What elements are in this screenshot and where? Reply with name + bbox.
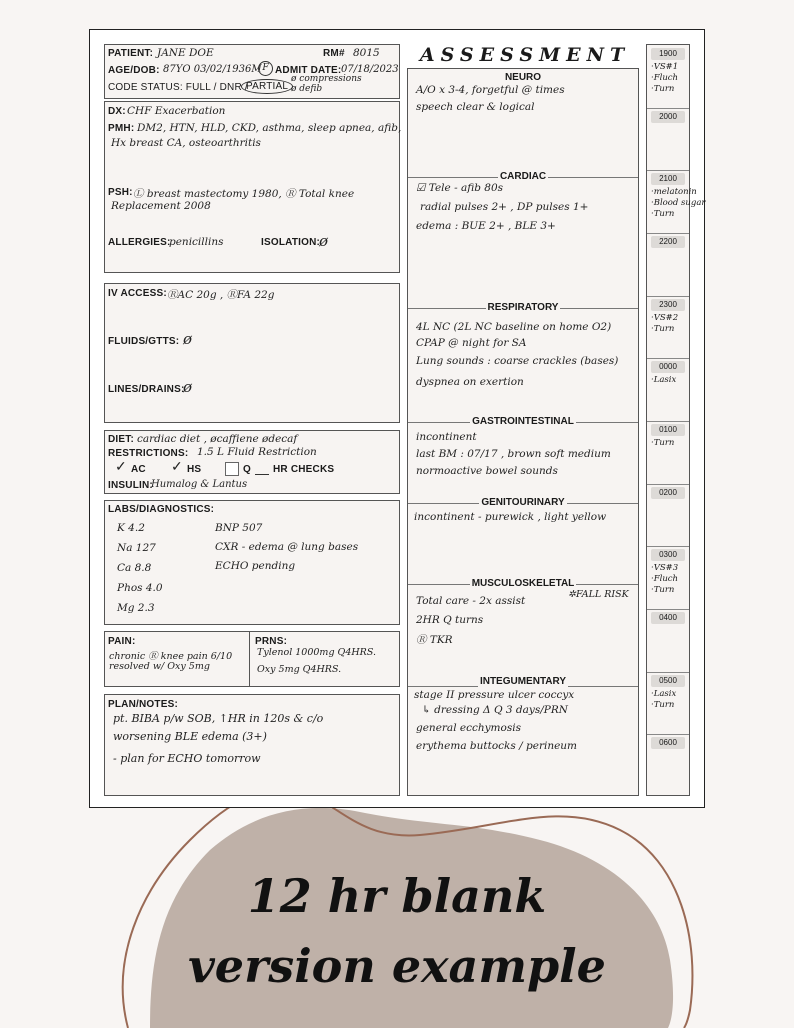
time-slot-note: ·Turn — [651, 84, 675, 94]
plan-box — [104, 694, 400, 796]
lab-magnesium: Mg 2.3 — [117, 602, 155, 614]
time-slot-note: ·Fluch — [651, 73, 679, 83]
time-slot-divider — [647, 734, 689, 735]
pain-prns-divider — [249, 632, 250, 686]
isolation-value: ø — [319, 232, 329, 250]
time-slot-divider — [647, 233, 689, 234]
plan-line-3: - plan for ECHO tomorrow — [113, 752, 261, 765]
admit-date-value: 07/18/2023 — [341, 64, 399, 75]
sex-circled: F — [258, 61, 273, 76]
time-slot-note: ·Fluch — [651, 574, 679, 585]
lines-value: ø — [183, 378, 193, 396]
gi-title: GASTROINTESTINAL — [472, 416, 574, 427]
cardiac-line-3: edema : BUE 2+ , BLE 3+ — [416, 220, 556, 232]
time-slot-note: ·Turn — [651, 585, 675, 596]
time-slot-label: 0000 — [651, 361, 685, 373]
time-slot-label: 0500 — [651, 675, 685, 687]
diet-label: DIET: — [108, 434, 134, 445]
msk-title: MUSCULOSKELETAL — [471, 578, 575, 589]
time-slot-divider — [647, 484, 689, 485]
cardiac-title: CARDIAC — [499, 171, 547, 182]
insulin-label: INSULIN: — [108, 480, 153, 491]
pain-prns-box — [104, 631, 400, 687]
msk-line-1: Total care - 2x assist — [416, 595, 526, 607]
allergies-value: penicillins — [169, 236, 224, 248]
gu-title: GENITOURINARY — [481, 497, 565, 508]
time-slot-label: 0300 — [651, 549, 685, 561]
time-slot-note: ·Turn — [651, 323, 675, 334]
restrictions-label: RESTRICTIONS: — [108, 448, 189, 459]
neuro-line-1: A/O x 3-4, forgetful @ times — [416, 84, 565, 96]
time-slot-divider — [647, 358, 689, 359]
assessment-box — [407, 68, 639, 796]
lab-bnp: BNP 507 — [215, 522, 263, 534]
gi-line-3: normoactive bowel sounds — [416, 465, 558, 477]
time-slot-note: ·VS#1 — [651, 62, 679, 72]
code-note-compressions: ø compressions — [291, 74, 362, 84]
isolation-label: ISOLATION: — [261, 237, 321, 248]
lab-phosphorus: Phos 4.0 — [117, 582, 163, 594]
pain-label: PAIN: — [108, 636, 136, 647]
time-slot-label: 2100 — [651, 173, 685, 185]
caption-line-2: version example — [188, 939, 606, 993]
time-slot-label: 2000 — [651, 111, 685, 123]
q-checkbox-label: Q — [243, 464, 251, 475]
cardiac-line-1: ☑ Tele - afib 80s — [416, 182, 504, 194]
respiratory-line-3: Lung sounds : coarse crackles (bases) — [416, 355, 619, 367]
time-slot-note: ·Lasix — [651, 688, 677, 699]
time-slot-divider — [647, 108, 689, 109]
lab-potassium: K 4.2 — [117, 522, 145, 534]
time-slot-divider — [647, 546, 689, 547]
dx-value: CHF Exacerbation — [127, 105, 226, 117]
gu-line-1: incontinent - purewick , light yellow — [414, 511, 607, 523]
time-slot-label: 0600 — [651, 737, 685, 749]
time-slot-divider — [647, 296, 689, 297]
time-slot-label: 2200 — [651, 236, 685, 248]
q-interval-blank[interactable] — [255, 474, 269, 475]
time-slot-note: ·Turn — [651, 699, 675, 710]
neuro-line-2: speech clear & logical — [416, 101, 535, 113]
time-slot-note: ·Blood sugar — [651, 198, 706, 209]
allergies-label: ALLERGIES: — [108, 237, 171, 248]
pmh-line-1: DM2, HTN, HLD, CKD, asthma, sleep apnea, afib, — [137, 122, 402, 134]
time-slot-note: ·melatonin — [651, 187, 697, 198]
psh-label: PSH: — [108, 187, 133, 198]
psh-line-2: Replacement 2008 — [111, 200, 211, 212]
lab-cxr: CXR - edema @ lung bases — [215, 541, 359, 553]
patient-name: JANE DOE — [157, 47, 214, 59]
fluids-value: ø — [183, 330, 193, 348]
msk-line-2: 2HR Q turns — [416, 614, 484, 626]
code-status-partial: PARTIAL — [241, 79, 293, 94]
caption-line-1: 12 hr blank — [247, 869, 547, 923]
time-slot-divider — [647, 170, 689, 171]
history-box — [104, 101, 400, 273]
msk-line-3: Ⓡ TKR — [416, 634, 453, 646]
hs-checkmark[interactable]: ✓ — [171, 459, 183, 475]
ac-checkbox-label: AC — [131, 464, 146, 475]
time-slot-note: ·VS#3 — [651, 563, 679, 574]
diet-value: cardiac diet , øcaffiene ødecaf — [137, 433, 298, 445]
labs-box — [104, 500, 400, 625]
pmh-label: PMH: — [108, 123, 135, 134]
age-dob-value: 87YO 03/02/1936M — [163, 64, 262, 75]
admit-date-label: ADMIT DATE: — [275, 65, 342, 76]
plan-label: PLAN/NOTES: — [108, 699, 178, 710]
gi-line-2: last BM : 07/17 , brown soft medium — [416, 448, 611, 460]
integ-line-2: ↳ dressing Δ Q 3 days/PRN — [422, 704, 568, 716]
psh-line-1: Ⓛ breast mastectomy 1980, Ⓡ Total knee — [133, 188, 355, 200]
prns-label: PRNS: — [255, 636, 288, 647]
plan-line-1: pt. BIBA p/w SOB, ↑HR in 120s & c/o — [113, 712, 324, 725]
insulin-value: Humalog & Lantus — [151, 479, 248, 490]
assessment-title: ASSESSMENT — [419, 44, 631, 66]
respiratory-title: RESPIRATORY — [487, 302, 559, 313]
lab-sodium: Na 127 — [117, 542, 156, 554]
access-box — [104, 283, 400, 423]
iv-access-value: ⓇAC 20g , ⓇFA 22g — [167, 289, 275, 301]
time-slot-label: 0400 — [651, 612, 685, 624]
time-slot-label: 2300 — [651, 299, 685, 311]
room-number: 8015 — [353, 47, 380, 59]
time-slot-divider — [647, 672, 689, 673]
code-note-defib: ø defib — [291, 84, 323, 94]
q-checkbox[interactable] — [225, 462, 239, 476]
prns-line-1: Tylenol 1000mg Q4HRS. — [257, 647, 377, 658]
time-slot-label: 0100 — [651, 424, 685, 436]
time-slot-label: 0200 — [651, 487, 685, 499]
pain-line-1: chronic Ⓡ knee pain 6/10 — [109, 651, 233, 662]
time-slot-label: 1900 — [651, 48, 685, 60]
integ-line-1: stage II pressure ulcer coccyx — [414, 689, 575, 701]
restrictions-value: 1.5 L Fluid Restriction — [197, 446, 317, 458]
time-slot-divider — [647, 609, 689, 610]
fall-risk-note: ✲FALL RISK — [568, 589, 629, 600]
lab-echo: ECHO pending — [215, 560, 296, 572]
dx-label: DX: — [108, 106, 126, 117]
code-status-label: CODE STATUS: FULL / DNR / — [108, 82, 248, 93]
prns-line-2: Oxy 5mg Q4HRS. — [257, 664, 342, 675]
respiratory-line-2: CPAP @ night for SA — [416, 337, 527, 349]
gi-line-1: incontinent — [416, 431, 477, 443]
ac-checkmark[interactable]: ✓ — [115, 459, 127, 475]
patient-label: PATIENT: — [108, 48, 154, 59]
hr-checks-label: HR CHECKS — [273, 464, 335, 475]
time-slot-note: ·Turn — [651, 438, 675, 448]
integ-title: INTEGUMENTARY — [479, 676, 567, 687]
lines-label: LINES/DRAINS: — [108, 384, 185, 395]
labs-label: LABS/DIAGNOSTICS: — [108, 504, 215, 515]
pain-line-2: resolved w/ Oxy 5mg — [109, 661, 210, 672]
integ-line-3: general ecchymosis — [416, 722, 521, 734]
respiratory-line-1: 4L NC (2L NC baseline on home O2) — [416, 321, 612, 333]
time-slot-note: ·Lasix — [651, 375, 677, 386]
time-slot-divider — [647, 421, 689, 422]
plan-line-2: worsening BLE edema (3+) — [113, 730, 267, 743]
integ-line-4: erythema buttocks / perineum — [416, 740, 578, 752]
neuro-title: NEURO — [504, 72, 542, 83]
lab-calcium: Ca 8.8 — [117, 562, 152, 574]
hourly-timeline — [646, 44, 706, 796]
cardiac-line-2: radial pulses 2+ , DP pulses 1+ — [420, 201, 589, 213]
time-slot-note: ·Turn — [651, 209, 675, 220]
diet-box — [104, 430, 400, 494]
age-dob-label: AGE/DOB: — [108, 65, 160, 76]
pmh-line-2: Hx breast CA, osteoarthritis — [111, 137, 261, 149]
time-slot-note: ·VS#2 — [651, 312, 679, 323]
iv-access-label: IV ACCESS: — [108, 288, 167, 299]
room-label: RM# — [323, 48, 345, 59]
respiratory-line-4: dyspnea on exertion — [416, 376, 524, 388]
hs-checkbox-label: HS — [187, 464, 202, 475]
patient-info-box — [104, 44, 400, 99]
fluids-label: FLUIDS/GTTS: — [108, 336, 180, 347]
